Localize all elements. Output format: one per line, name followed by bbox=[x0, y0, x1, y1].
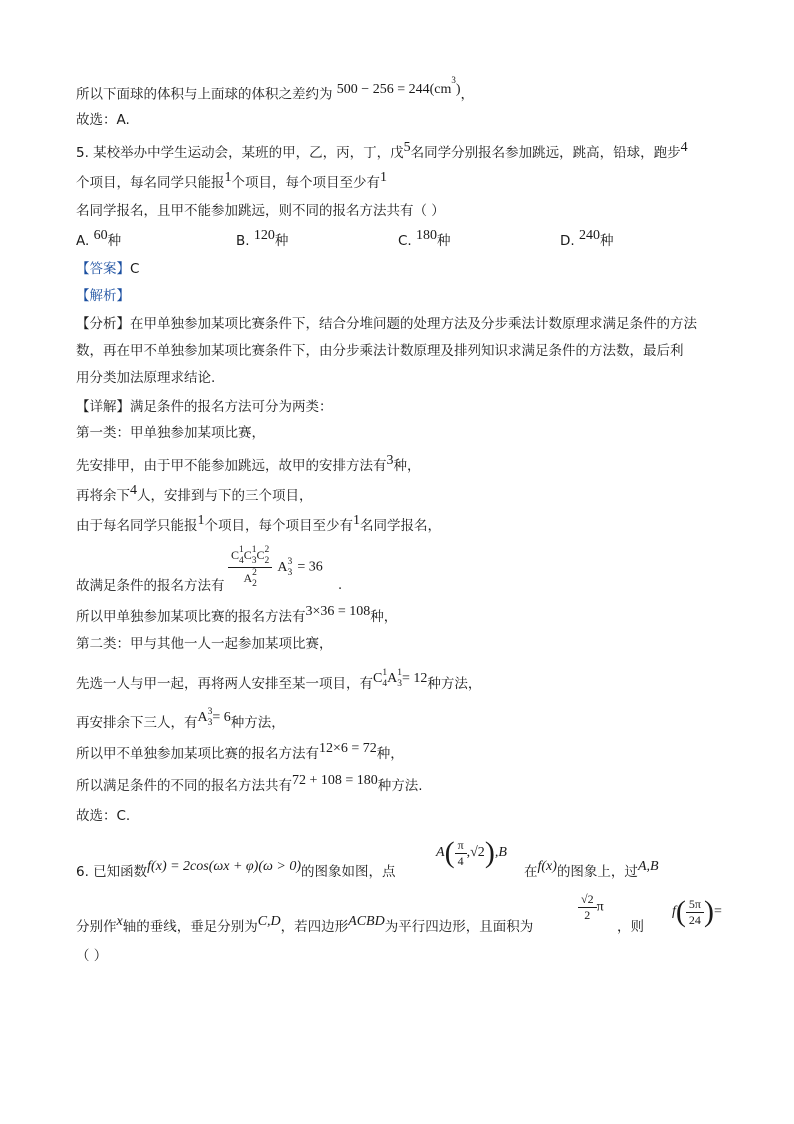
q6-x: x bbox=[116, 914, 123, 929]
volume-unit-exp: 3 bbox=[451, 75, 456, 85]
q6-stem-line-1b bbox=[524, 859, 659, 883]
step-text: 先选一人与甲一起，再将两人安排至某一项目，有 bbox=[76, 676, 373, 693]
paren-open: ( bbox=[675, 895, 686, 928]
answer-tag: 【答案】 bbox=[76, 261, 130, 277]
five-pi-over-24 bbox=[686, 897, 704, 928]
f-five-pi-over-24 bbox=[672, 895, 722, 929]
q6-text: 为平行四边形，且面积为 bbox=[384, 919, 534, 935]
q5-stem-line-1 bbox=[76, 140, 688, 164]
q6-text: 的图象上，过 bbox=[556, 864, 638, 880]
option-unit: 种 bbox=[107, 233, 122, 249]
step-math: 72 + 108 = 180 bbox=[292, 773, 378, 788]
step4-result: = 36 bbox=[297, 559, 323, 575]
volume-diff-math: 500 − 256 = 244 bbox=[336, 81, 430, 97]
step5-line bbox=[76, 604, 398, 628]
area-numerator: √2 bbox=[578, 892, 597, 908]
option-label: B. bbox=[236, 233, 250, 249]
step-text: 种方法， bbox=[230, 715, 285, 732]
xiangjie-line bbox=[76, 397, 333, 417]
q4-answer-line: 故选：A. bbox=[76, 112, 130, 128]
step6-line bbox=[76, 668, 482, 696]
q5-stem-line-3: 名同学报名，且甲不能参加跳远，则不同的报名方法共有（ ） bbox=[76, 203, 445, 219]
step4-dot: . bbox=[338, 578, 343, 593]
step2-line bbox=[76, 483, 313, 507]
paren-open: ( bbox=[444, 836, 455, 869]
q6-stem-line-2 bbox=[76, 914, 534, 938]
q5-num: 1 bbox=[380, 170, 387, 185]
step-text: 再将余下 bbox=[76, 488, 130, 504]
q6-ab: A,B bbox=[637, 859, 659, 874]
xiangjie-tag: 【详解】 bbox=[76, 399, 130, 415]
option-label: D. bbox=[560, 233, 575, 249]
comma: ， bbox=[460, 86, 475, 103]
option-unit: 种 bbox=[274, 233, 289, 249]
fraction-numerator: C 1 4 C 1 3 C 2 2 bbox=[228, 545, 272, 568]
final-answer-line: 故选：C. bbox=[76, 808, 131, 824]
a33-2: A 3 3 bbox=[197, 707, 213, 728]
step-text: 个项目，每个项目至少有 bbox=[204, 518, 353, 534]
option-unit: 种 bbox=[437, 233, 451, 249]
xiangjie-text: 满足条件的报名方法可分为两类： bbox=[130, 399, 333, 415]
step7-result: = 6 bbox=[212, 710, 231, 726]
point-b-label: ,B bbox=[494, 845, 507, 860]
q6-stem-line-1 bbox=[76, 859, 396, 883]
step-num: 4 bbox=[130, 483, 137, 498]
q6-text: 的图象如图，点 bbox=[300, 864, 396, 880]
q5-text: 个项目，每个项目至少有 bbox=[231, 175, 380, 191]
area-denominator: 2 bbox=[584, 908, 591, 922]
sqrt2-over-2 bbox=[578, 892, 597, 923]
fenxi-tag: 【分析】 bbox=[76, 316, 130, 332]
step-text: 先安排甲，由于甲不能参加跳远，故甲的安排方法有 bbox=[76, 458, 387, 474]
q6-function: f(x) = 2cos(ωx + φ)(ω > 0) bbox=[147, 859, 301, 874]
step-text: 人，安排到与下的三个项目， bbox=[137, 488, 313, 504]
option-label: A. bbox=[76, 233, 90, 249]
volume-unit: cm bbox=[434, 81, 452, 97]
option-c bbox=[398, 228, 451, 252]
option-b bbox=[236, 228, 289, 252]
step4-formula bbox=[228, 545, 323, 590]
q6-stem-line-3: （ ） bbox=[76, 948, 108, 964]
q5-num: 5 bbox=[403, 140, 411, 155]
combination-fraction bbox=[228, 545, 272, 590]
step-text: 种方法. bbox=[377, 778, 423, 794]
volume-difference-line bbox=[76, 75, 475, 106]
q6-fx: f(x) bbox=[537, 859, 557, 874]
step7-line bbox=[76, 707, 285, 735]
step6-result: = 12 bbox=[401, 671, 428, 687]
step-text: 再安排余下三人，有 bbox=[76, 715, 198, 732]
step-text: 名同学报名， bbox=[360, 518, 441, 534]
paren-close: ) bbox=[484, 836, 495, 869]
option-a bbox=[76, 228, 122, 252]
step-text: 种方法， bbox=[427, 676, 482, 693]
q6-text: 轴的垂线，垂足分别为 bbox=[122, 919, 258, 935]
step-math: 3×36 = 108 bbox=[305, 604, 371, 619]
step1-line bbox=[76, 453, 421, 477]
sqrt2: √2 bbox=[470, 845, 485, 860]
analysis-tag-text: 【解析】 bbox=[76, 288, 130, 304]
fenxi-line-3: 用分类加法原理求结论. bbox=[76, 370, 216, 386]
q6-text: 6. 已知函数 bbox=[76, 864, 148, 880]
q5-text: 名同学分别报名参加跳远，跳高，铅球，跑步 bbox=[410, 145, 681, 161]
step9-line bbox=[76, 773, 423, 797]
c41a31: C 1 4 A 1 3 bbox=[373, 668, 402, 689]
step-math: 12×6 = 72 bbox=[319, 741, 377, 756]
q6-cd: C,D bbox=[257, 914, 281, 929]
step-num: 1 bbox=[353, 513, 360, 528]
q5-num: 4 bbox=[680, 140, 688, 155]
q6-text: 分别作 bbox=[76, 919, 117, 935]
step-text: 所以甲单独参加某项比赛的报名方法有 bbox=[76, 609, 306, 625]
step-text: 种， bbox=[376, 746, 404, 762]
fraction-denominator: A 2 2 bbox=[243, 568, 257, 589]
step-text: 由于每名同学只能报 bbox=[76, 518, 198, 534]
case2-line: 第二类：甲与其他一人一起参加某项比赛， bbox=[76, 636, 333, 652]
q5-text: 个项目，每名同学只能报 bbox=[76, 175, 225, 191]
unit-paren-close: ) bbox=[455, 81, 461, 97]
paren-close: ) bbox=[703, 895, 714, 928]
area-fraction bbox=[578, 892, 604, 923]
q5-stem-line-2 bbox=[76, 170, 387, 194]
step-text: 所以满足条件的不同的报名方法共有 bbox=[76, 778, 292, 794]
option-label: C. bbox=[398, 233, 412, 249]
q5-text: 5. 某校举办中学生运动会，某班的甲，乙，丙，丁，戊 bbox=[76, 145, 404, 161]
step8-line bbox=[76, 741, 404, 765]
q5-num: 1 bbox=[224, 170, 232, 185]
q6-then: ，则 bbox=[617, 919, 644, 935]
fenxi-line-2: 数，再在甲不单独参加某项比赛条件下，由分步乘法计数原理及排列知识求满足条件的方法数，最后利 bbox=[76, 343, 684, 359]
equals: = bbox=[713, 904, 722, 919]
twentyfour-denominator: 24 bbox=[688, 912, 701, 927]
pi-over-4 bbox=[455, 838, 467, 869]
option-unit: 种 bbox=[599, 233, 614, 249]
step-text: 所以甲不单独参加某项比赛的报名方法有 bbox=[76, 746, 319, 762]
comma-sep: , bbox=[466, 845, 471, 860]
step-num: 3 bbox=[386, 453, 394, 468]
step-text: 种， bbox=[393, 458, 421, 474]
point-a-expression bbox=[436, 836, 507, 870]
fenxi-text: 在甲单独参加某项比赛条件下，结合分堆问题的处理方法及分步乘法计数原理求满足条件的方法 bbox=[130, 316, 697, 332]
option-value: 240 bbox=[578, 228, 600, 243]
q6-acbd: ACBD bbox=[348, 914, 385, 929]
q6-text: ，若四边形 bbox=[280, 919, 349, 935]
a33: A 3 3 bbox=[277, 556, 293, 578]
option-value: 60 bbox=[93, 228, 108, 243]
q6-text: 在 bbox=[524, 864, 538, 880]
pi-numerator: π bbox=[455, 838, 467, 854]
step4-text: 故满足条件的报名方法有 bbox=[76, 578, 225, 594]
step-text: 种， bbox=[370, 609, 398, 625]
case1-line: 第一类：甲单独参加某项比赛， bbox=[76, 425, 265, 441]
answer-line bbox=[76, 259, 139, 279]
f-label: f bbox=[672, 904, 676, 919]
volume-diff-text: 所以下面球的体积与上面球的体积之差约为 bbox=[76, 86, 333, 103]
option-d bbox=[560, 228, 614, 252]
point-a-label: A bbox=[436, 845, 445, 860]
analysis-tag bbox=[76, 286, 130, 306]
step-num: 1 bbox=[197, 513, 205, 528]
fenxi-line-1 bbox=[76, 314, 697, 334]
answer-value: C bbox=[130, 261, 140, 277]
option-value: 120 bbox=[253, 228, 275, 243]
option-value: 180 bbox=[416, 228, 438, 243]
four-denominator: 4 bbox=[457, 853, 464, 868]
fivepi-numerator: 5π bbox=[686, 897, 704, 913]
step3-line bbox=[76, 513, 441, 537]
area-pi: π bbox=[596, 899, 604, 915]
unit-paren-open: ( bbox=[429, 81, 435, 97]
